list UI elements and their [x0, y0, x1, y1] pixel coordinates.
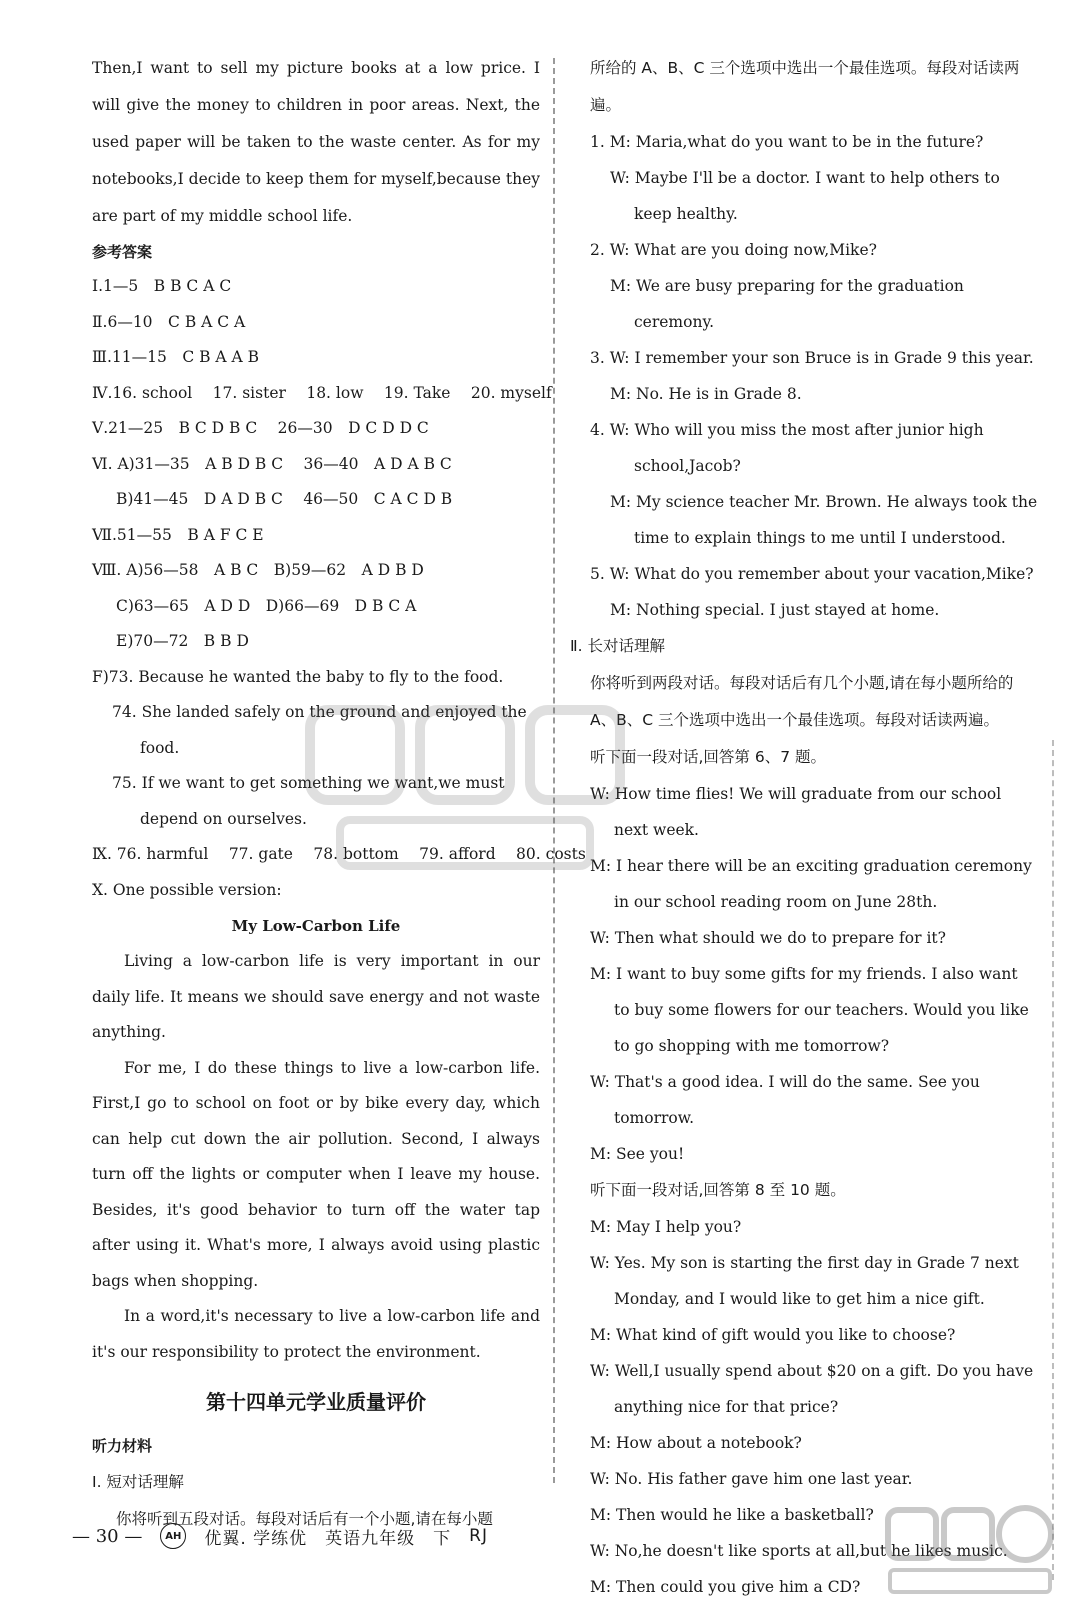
dialogue-line: W: Well,I usually spend about $20 on a gift. Do you have anything nice for that price?: [590, 1362, 1034, 1416]
dialogue-response: M: We are busy preparing for the graduation ceremony.: [610, 277, 964, 331]
left-column: [92, 50, 586, 1538]
answer-line: 75. If we want to get something we want,we must depend on ourselves.: [112, 774, 505, 828]
answer-line: B)41—45 D A D B C 46—50 C A C D B: [116, 490, 453, 508]
dialogue-line: M: I want to buy some gifts for my friends. I also want to buy some flowers for our teachers. Would you like to go shopping with me tomorrow?: [590, 965, 1029, 1055]
dialogue-line: W: Yes. My son is starting the first day in Grade 7 next Monday, and I would like to get him a nice gift.: [590, 1254, 1019, 1308]
short-dialogues: [590, 124, 1038, 628]
edition-label: RJ: [469, 1526, 488, 1546]
dialogue-line: W: Then what should we do to prepare for it?: [590, 929, 946, 947]
section-heading: Ⅰ. 短对话理解: [92, 1473, 184, 1491]
dialogue-response: W: Maybe I'll be a doctor. I want to help others to keep healthy.: [610, 169, 1000, 223]
answer-line: Ⅱ.6—10 C B A C A: [92, 312, 246, 331]
region-badge: AH: [160, 1523, 186, 1549]
answer-line: E)70—72 B B D: [116, 632, 249, 650]
subject-name: 英语九年级: [325, 1528, 416, 1549]
answer-line: Ⅷ. A)56—58 A B C B)59—62 A D B D: [92, 561, 424, 579]
dialogue-line: W: No,he doesn't like sports at all,but he likes music.: [590, 1542, 1008, 1560]
answer-line: F)73. Because he wanted the baby to fly to the food.: [92, 667, 504, 686]
dialogue-intro: 听下面一段对话,回答第 6、7 题。: [590, 748, 827, 766]
section-instructions: 所给的 A、B、C 三个选项中选出一个最佳选项。每段对话读两遍。: [590, 59, 1020, 114]
answers-heading: 参考答案: [92, 243, 153, 261]
dialogue-intro: 听下面一段对话,回答第 8 至 10 题。: [590, 1181, 846, 1199]
dialogue-line: M: What kind of gift would you like to choose?: [590, 1326, 956, 1344]
answer-line: Ⅲ.11—15 C B A A B: [92, 348, 260, 366]
corner-logo-graphic: [880, 1500, 1060, 1600]
unit-title: 第十四单元学业质量评价: [206, 1390, 426, 1414]
section-instructions: 你将听到两段对话。每段对话后有几个小题,请在每小题所给的 A、B、C 三个选项中选出一个最佳选项。每段对话读两遍。: [590, 674, 1014, 729]
dialogue-response: M: Nothing special. I just stayed at home.: [610, 601, 940, 619]
dialogue-question: 2. W: What are you doing now,Mike?: [590, 241, 877, 259]
long-dialogue-1: [590, 776, 1038, 1172]
section-heading: Ⅱ. 长对话理解: [570, 637, 665, 655]
dialogue-line: M: May I help you?: [590, 1218, 742, 1236]
page-footer: [72, 1516, 488, 1556]
intro-paragraph: Then,I want to sell my picture books at a low price. I will give the money to children in poor areas. Next, the used paper will be taken to the waste center. As for my notebooks,I decide to keep them for myself,because they are part of my middle school life.: [92, 59, 540, 225]
answer-line: Ⅶ.51—55 B A F C E: [92, 525, 264, 544]
dialogue-line: M: Then would he like a basketball?: [590, 1506, 874, 1524]
answer-line: C)63—65 A D D D)66—69 D B C A: [116, 596, 417, 615]
dialogue-line: M: Then could you give him a CD?: [590, 1578, 861, 1596]
listening-heading: 听力材料: [92, 1437, 153, 1455]
series-name: 优翼. 学练优: [204, 1528, 308, 1549]
answer-line: 74. She landed safely on the ground and enjoyed the food.: [112, 703, 527, 757]
dialogue-question: 4. W: Who will you miss the most after junior high school,Jacob?: [590, 421, 984, 475]
page-number: — 30 —: [72, 1525, 143, 1547]
dialogue-line: W: That's a good idea. I will do the same. See you tomorrow.: [590, 1073, 980, 1127]
dialogue-line: M: See you!: [590, 1145, 685, 1163]
essay-paragraph: In a word,it's necessary to live a low-carbon life and it's our responsibility to protect the environment.: [92, 1307, 540, 1361]
dialogue-line: M: I hear there will be an exciting graduation ceremony in our school reading room on June 28th.: [590, 857, 1032, 911]
edge-cut-line: [1052, 740, 1054, 1580]
dialogue-line: W: No. His father gave him one last year.: [590, 1470, 913, 1488]
section-instructions: 你将听到五段对话。每段对话后有一个小题,请在每小题: [116, 1510, 493, 1528]
answer-line: Ⅰ.1—5 B B C A C: [92, 277, 232, 295]
dialogue-response: M: My science teacher Mr. Brown. He always took the time to explain things to me until I understood.: [610, 493, 1038, 547]
f-answers: [92, 660, 540, 838]
essay-paragraph: For me, I do these things to live a low-carbon life. First,I go to school on foot or by bike every day, which can help cut down the air pollution. Second, I always turn off the lights or computer when I leave my house. Besides, it's good behavior to turn off the water tap after using it. What's more, I always avoid using plastic bags when shopping.: [92, 1058, 540, 1290]
column-divider: [553, 58, 555, 1483]
dialogue-line: M: How about a notebook?: [590, 1434, 802, 1452]
essay-paragraph: Living a low-carbon life is very important in our daily life. It means we should save energy and not waste anything.: [92, 952, 540, 1041]
dialogue-line: W: How time flies! We will graduate from our school next week.: [590, 785, 1002, 839]
essay-title: My Low-Carbon Life: [231, 917, 401, 935]
answer-line: Ⅸ. 76. harmful 77. gate 78. bottom 79. afford 80. costs: [92, 845, 586, 863]
right-column: [570, 50, 1038, 1605]
dialogue-question: 3. W: I remember your son Bruce is in Grade 9 this year.: [590, 349, 1034, 367]
answer-line: Ⅵ. A)31—35 A B D B C 36—40 A D A B C: [92, 454, 452, 473]
answer-line: Ⅴ.21—25 B C D B C 26—30 D C D D C: [92, 419, 429, 437]
dialogue-question: 5. W: What do you remember about your vacation,Mike?: [590, 565, 1034, 583]
answer-line: Ⅹ. One possible version:: [92, 880, 282, 899]
dialogue-response: M: No. He is in Grade 8.: [610, 385, 802, 403]
volume-label: 下: [433, 1528, 452, 1549]
dialogue-question: 1. M: Maria,what do you want to be in the future?: [590, 133, 984, 151]
essay: [92, 944, 540, 1370]
answer-line: Ⅳ.16. school 17. sister 18. low 19. Take 20. myself: [92, 383, 552, 402]
